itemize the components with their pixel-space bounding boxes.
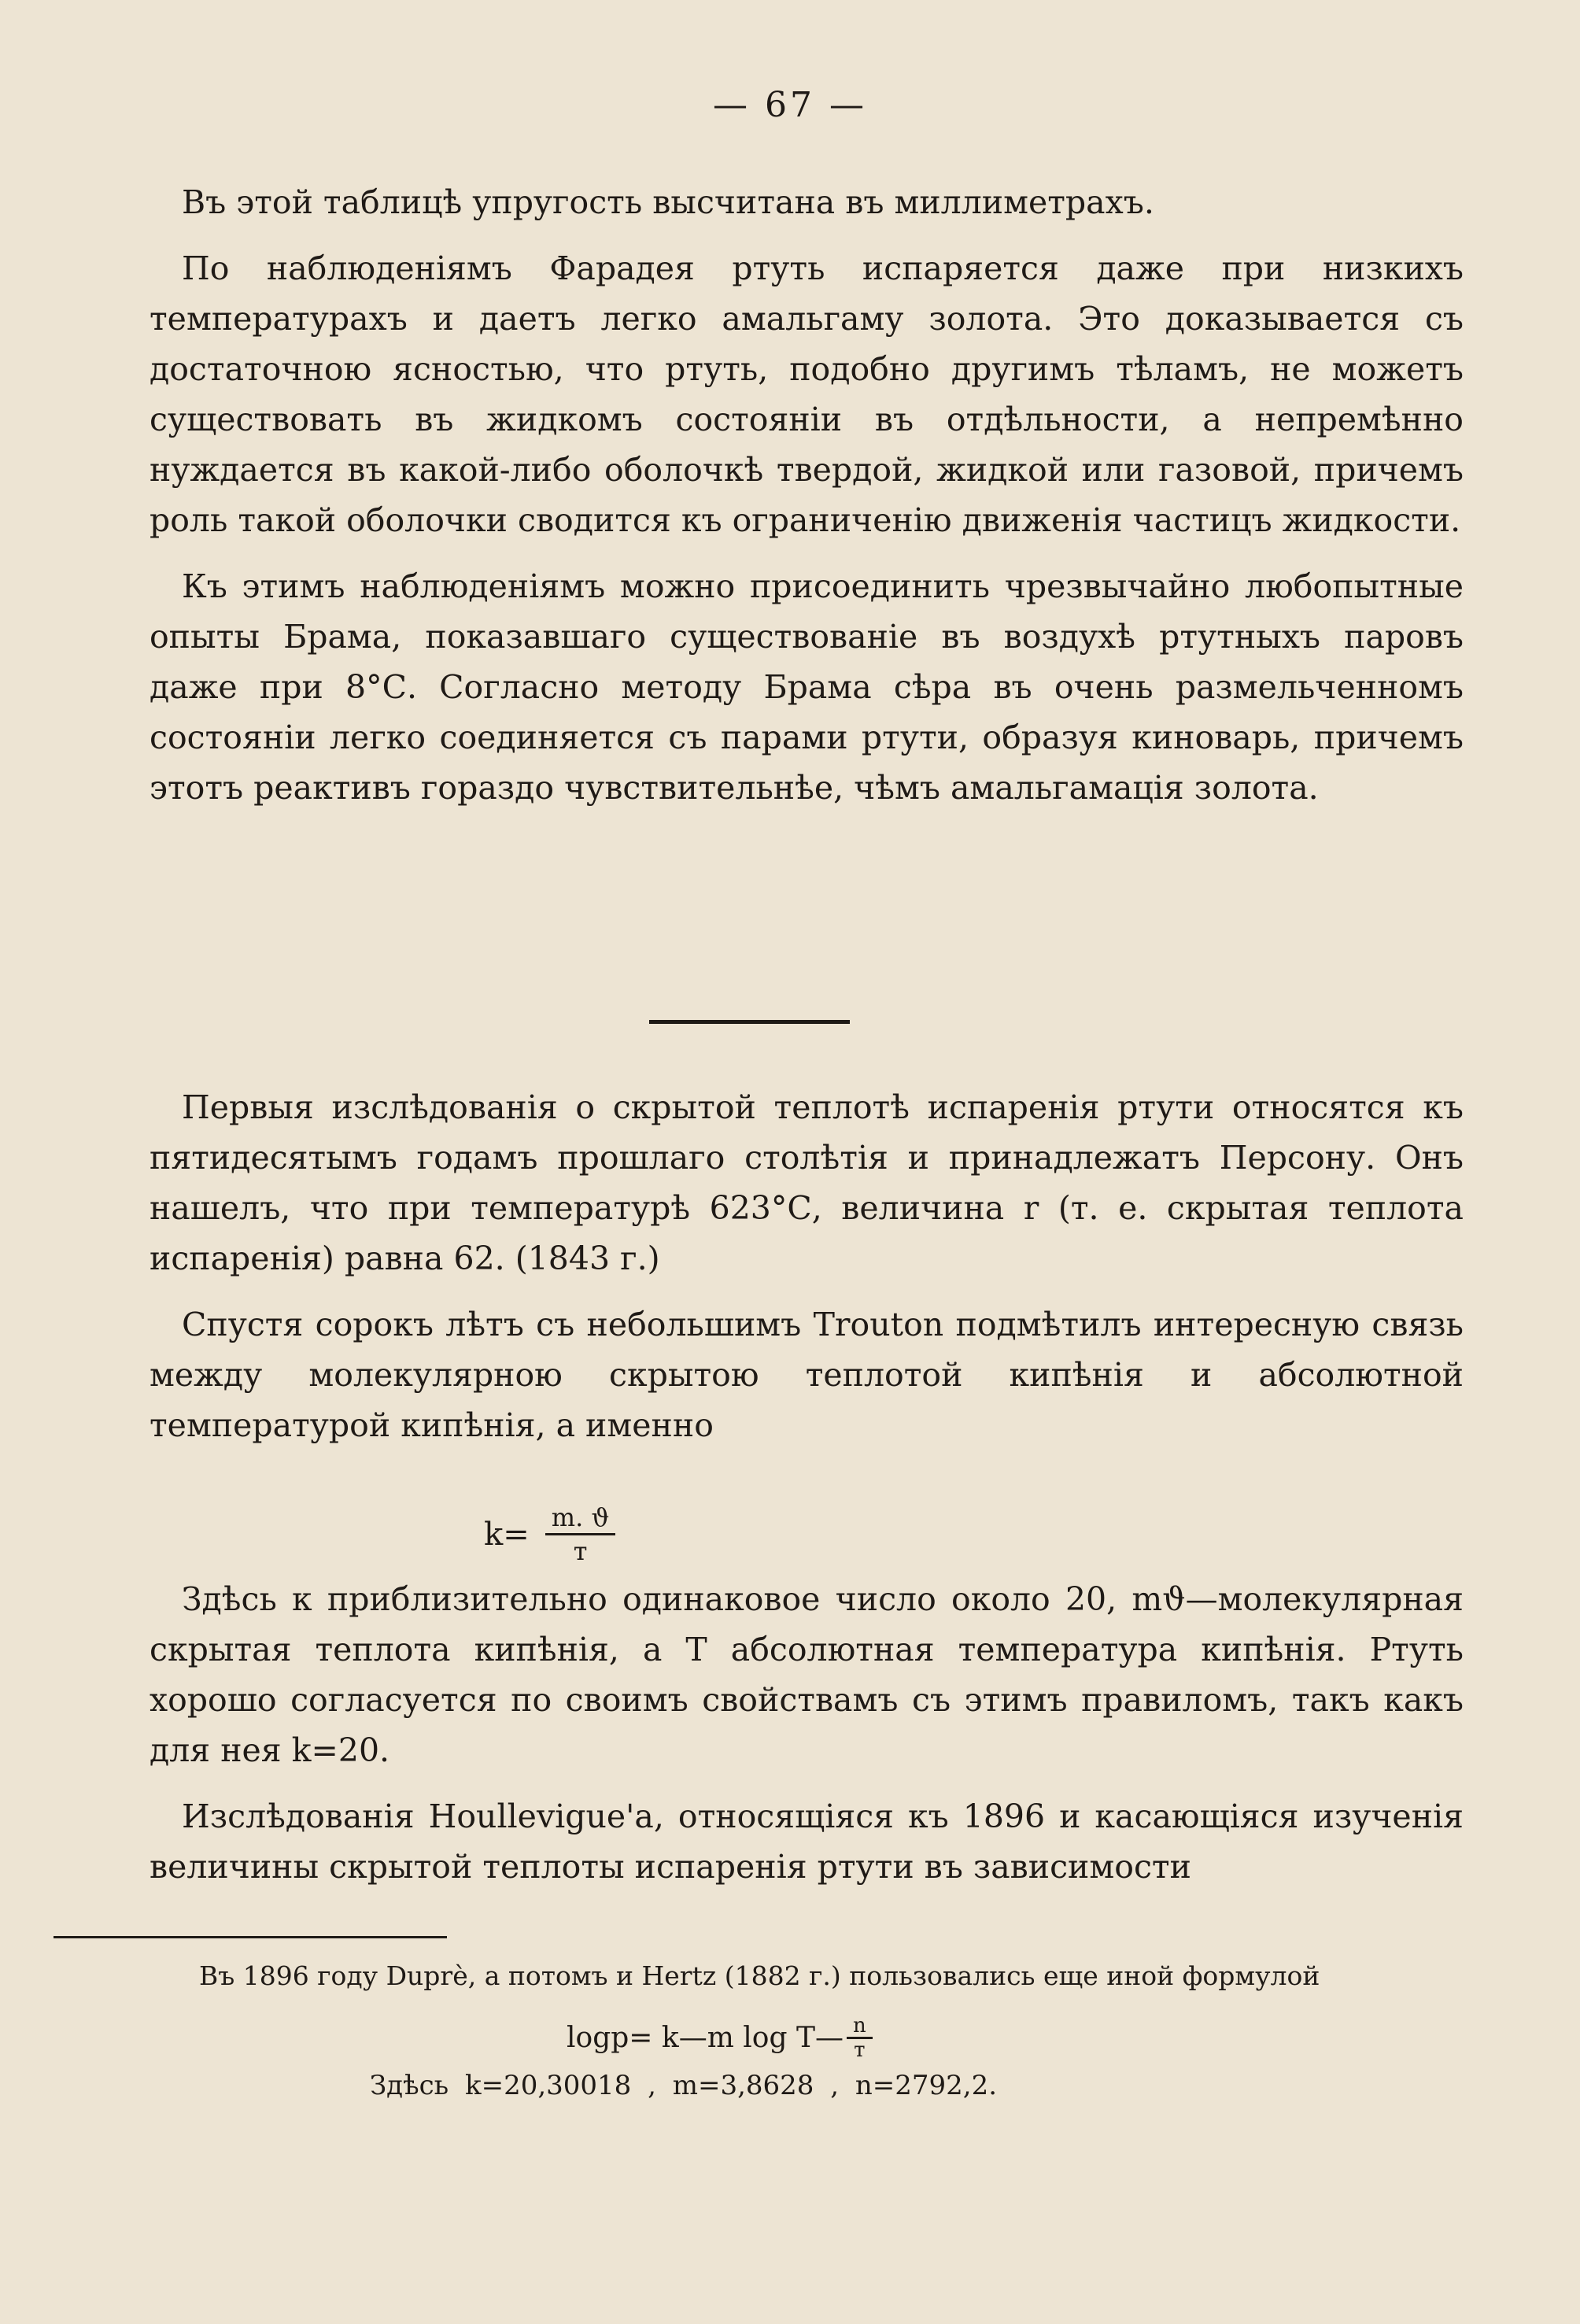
formula-fraction — [545, 1502, 616, 1567]
footnote-text: Въ 1896 году Duprè, а потомъ и Hertz (1882 г.) пользовались еще иной формулой — [199, 1960, 1320, 1991]
footnote-formula-lhs: logp= k—m log T— — [567, 2022, 844, 2054]
formula-lhs: k= — [484, 1516, 530, 1553]
footnote-formula — [567, 2015, 873, 2061]
footnote-formula-denominator: т — [854, 2038, 866, 2062]
trouton-formula — [484, 1502, 615, 1567]
text-block-bottom — [150, 1574, 1464, 1892]
footnote-values: Здѣсь k=20,30018 , m=3,8628 , n=2792,2. — [370, 2070, 998, 2101]
footnote-formula-fraction — [847, 2015, 873, 2061]
paragraph: Изслѣдованія Houllevigue'а, относящіяся къ 1896 и касающіяся изученія величины скрытой теплоты испаренія ртути въ зависимости — [150, 1797, 1464, 1886]
footnote-formula-numerator: n — [847, 2015, 873, 2039]
formula-denominator: т — [573, 1536, 588, 1566]
section-divider — [649, 1020, 850, 1024]
paragraph: Спустя сорокъ лѣтъ съ небольшимъ Trouton подмѣтилъ интересную связь между молекулярною скрытою теплотой кипѣнія и абсолютной температурой кипѣнія, а именно — [150, 1306, 1464, 1444]
page-number: — 67 — — [713, 85, 867, 125]
paragraph: Первыя изслѣдованія о скрытой теплотѣ испаренія ртути относятся къ пятидесятымъ годамъ прошлаго столѣтія и принадлежатъ Персону. Онъ нашелъ, что при температурѣ 623°С, величина r (т. е. скрытая теплота испаренія) равна 62. (1843 г.) — [150, 1088, 1464, 1277]
formula-numerator: m. ϑ — [545, 1502, 616, 1535]
footnote-divider — [54, 1936, 447, 1938]
text-block-mid — [150, 1082, 1464, 1450]
paragraph: По наблюденіямъ Фарадея ртуть испаряется даже при низкихъ температурахъ и даетъ легко амальгаму золота. Это доказывается съ достаточною ясностью, что ртуть, подобно другимъ тѣламъ, не можетъ существовать въ жидкомъ состояніи въ отдѣльности, а непремѣнно нуждается въ какой-либо оболочкѣ твердой, жидкой или газовой, причемъ роль такой оболочки сводится къ ограниченію движенія частицъ жидкости. — [150, 249, 1464, 539]
paragraph: Здѣсь к приблизительно одинаковое число около 20, mϑ—молекулярная скрытая теплота кипѣнія, а Т абсолютная температура кипѣнія. Ртуть хорошо согласуется по своимъ свойствамъ съ этимъ правиломъ, такъ какъ для нея k=20. — [150, 1580, 1464, 1769]
text-block-top — [150, 177, 1464, 813]
paragraph: Къ этимъ наблюденіямъ можно присоединить чрезвычайно любопытные опыты Брама, показавшаго существованіе въ воздухѣ ртутныхъ паровъ даже при 8°С. Согласно методу Брама сѣра въ очень размельченномъ состояніи легко соединяется съ парами ртути, образуя киноварь, причемъ этотъ реактивъ гораздо чувствительнѣе, чѣмъ амальгамація золота. — [150, 567, 1464, 807]
paragraph: Въ этой таблицѣ упругость высчитана въ миллиметрахъ. — [182, 183, 1154, 221]
